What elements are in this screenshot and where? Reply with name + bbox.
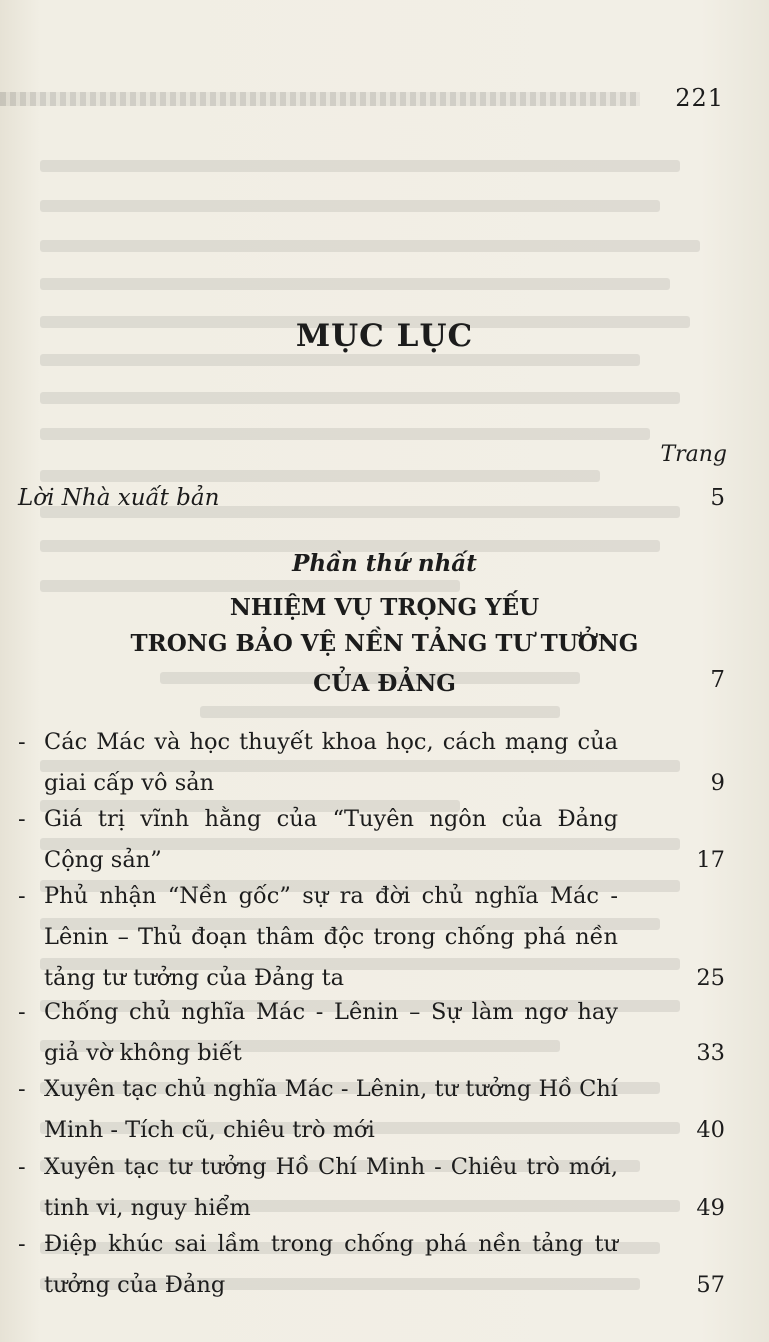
toc-entry-title: Điệp khúc sai lầm trong chống phá nền tảng tư tưởng của Đảng (44, 1231, 618, 1298)
bullet-dash: - (18, 1154, 26, 1180)
toc-entry-page: 17 (696, 847, 725, 873)
bullet-dash: - (18, 806, 26, 832)
part-title-line-2: TRONG BẢO VỆ NỀN TẢNG TƯ TƯỞNG (130, 630, 639, 657)
toc-entry-title: Xuyên tạc tư tưởng Hồ Chí Minh - Chiêu trò mới, tinh vi, nguy hiểm (44, 1154, 618, 1221)
toc-entry-title: Lời Nhà xuất bản (18, 485, 220, 511)
toc-entry[interactable] (18, 992, 725, 1074)
part-title-line-3: CỦA ĐẢNG (313, 670, 456, 697)
toc-entry[interactable] (18, 1147, 725, 1229)
part-page: 7 (710, 667, 725, 693)
page-number: 221 (675, 84, 724, 112)
toc-entry[interactable] (18, 1069, 725, 1151)
toc-entry-page: 57 (696, 1272, 725, 1298)
toc-entry[interactable] (18, 876, 725, 999)
toc-entry[interactable] (18, 722, 725, 804)
bullet-dash: - (18, 883, 26, 909)
toc-entry-title: Giá trị vĩnh hằng của “Tuyên ngôn của Đảng Cộng sản” (44, 806, 618, 873)
part-label: Phần thứ nhất (292, 550, 477, 577)
toc-entry-title: Xuyên tạc chủ nghĩa Mác - Lênin, tư tưởng Hồ Chí Minh - Tích cũ, chiêu trò mới (44, 1076, 618, 1143)
bullet-dash: - (18, 999, 26, 1025)
toc-entry-title: Các Mác và học thuyết khoa học, cách mạng của giai cấp vô sản (44, 729, 618, 796)
toc-title: MỤC LỤC (295, 318, 474, 354)
running-header-bleed (0, 92, 640, 106)
toc-entry-title: Chống chủ nghĩa Mác - Lênin – Sự làm ngơ hay giả vờ không biết (44, 999, 618, 1066)
bullet-dash: - (18, 729, 26, 755)
toc-entry-page: 40 (696, 1117, 725, 1143)
toc-entry-page: 25 (696, 965, 725, 991)
bullet-dash: - (18, 1231, 26, 1257)
page-column-label: Trang (660, 442, 727, 467)
toc-entry-page: 49 (696, 1195, 725, 1221)
toc-entry[interactable] (18, 799, 725, 881)
part-title-line-1: NHIỆM VỤ TRỌNG YẾU (229, 594, 540, 621)
toc-entry[interactable] (18, 1224, 725, 1306)
toc-entry-page: 5 (710, 485, 725, 511)
bullet-dash: - (18, 1076, 26, 1102)
toc-entry-title: Phủ nhận “Nền gốc” sự ra đời chủ nghĩa Mác - Lênin – Thủ đoạn thâm độc trong chống phá nền tảng tư tưởng của Đảng ta (44, 883, 618, 991)
toc-entry-page: 33 (696, 1040, 725, 1066)
toc-entry-intro[interactable] (18, 478, 725, 518)
toc-entry-page: 9 (710, 770, 725, 796)
